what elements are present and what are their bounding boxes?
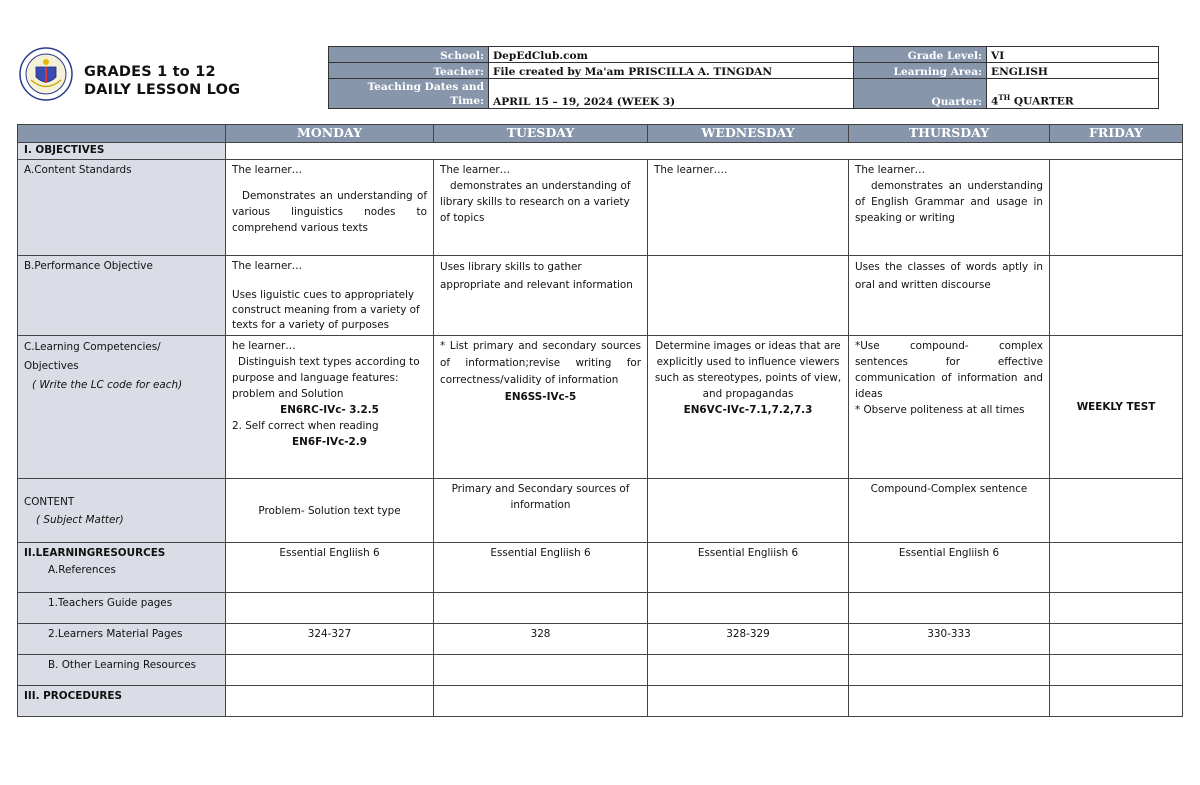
lesson-log-table [17, 124, 1183, 717]
content-friday [1050, 479, 1183, 543]
tg-wednesday [648, 593, 849, 624]
cs-mon-text: Demonstrates an understanding of various linguistics nodes to comprehend various texts [232, 190, 427, 234]
performance-tuesday: Uses library skills to gather appropriate and relevant information [434, 256, 648, 336]
po-mon-text: Uses liguistic cues to appropriately construct meaning from a variety of texts for a variety of purposes [232, 289, 420, 331]
po-mon-learner: The learner… [232, 260, 303, 272]
learners-material-label: 2.Learners Material Pages [18, 624, 226, 655]
objectives-row [18, 143, 1183, 160]
grade-level-label: Grade Level: [854, 47, 987, 63]
quarter-word: QUARTER [1013, 96, 1074, 108]
lc-mon-code-2: EN6F-IVc-2.9 [292, 436, 367, 448]
lc-tue-text: * List primary and secondary sources of information;revise writing for correctness/validity of information [440, 340, 641, 386]
tg-tuesday [434, 593, 648, 624]
proc-wednesday [648, 686, 849, 717]
other-wednesday [648, 655, 849, 686]
performance-label: B.Performance Objective [18, 256, 226, 336]
tg-thursday [849, 593, 1050, 624]
day-header-thursday: THURSDAY [849, 125, 1050, 143]
resources-label-1: II.LEARNINGRESOURCES [24, 547, 166, 559]
teaching-dates-value: APRIL 15 – 19, 2024 (WEEK 3) [489, 79, 854, 109]
lm-monday: 324-327 [226, 624, 434, 655]
corner-header [18, 125, 226, 143]
other-tuesday [434, 655, 648, 686]
day-header-friday: FRIDAY [1050, 125, 1183, 143]
resources-thursday: Essential Engliish 6 [849, 543, 1050, 593]
lc-mon-code-1: EN6RC-IVc- 3.2.5 [280, 404, 379, 416]
content-label-1: CONTENT [24, 495, 75, 508]
tg-friday [1050, 593, 1183, 624]
proc-tuesday [434, 686, 648, 717]
lc-wed-code: EN6VC-IVc-7.1,7.2,7.3 [683, 404, 813, 416]
teaching-dates-label [329, 79, 489, 109]
teachers-guide-row [18, 593, 1183, 624]
lm-wednesday: 328-329 [648, 624, 849, 655]
resources-friday [1050, 543, 1183, 593]
content-standards-friday [1050, 160, 1183, 256]
deped-seal-logo [19, 47, 73, 101]
content-standards-tuesday [434, 160, 648, 256]
content-thursday: Compound-Complex sentence [849, 479, 1050, 543]
learners-material-row [18, 624, 1183, 655]
lc-thu-text: *Use compound- complex sentences for effective communication of information and ideas [855, 340, 1043, 400]
proc-friday [1050, 686, 1183, 717]
competencies-tuesday [434, 336, 648, 479]
content-row [18, 479, 1183, 543]
competencies-friday: WEEKLY TEST [1050, 336, 1183, 479]
competencies-monday [226, 336, 434, 479]
tg-monday [226, 593, 434, 624]
content-label [18, 479, 226, 543]
objectives-label: I. OBJECTIVES [18, 143, 226, 160]
performance-monday [226, 256, 434, 336]
lm-tuesday: 328 [434, 624, 648, 655]
other-resources-label: B. Other Learning Resources [18, 655, 226, 686]
title-line-1: GRADES 1 to 12 [84, 64, 216, 80]
lm-thursday: 330-333 [849, 624, 1050, 655]
competencies-wednesday [648, 336, 849, 479]
lc-mon-text: Distinguish text types according to purpose and language features: problem and Solution [232, 356, 420, 400]
quarter-label: Quarter: [854, 79, 987, 109]
cs-tue-learner: The learner… [440, 164, 511, 176]
performance-row [18, 256, 1183, 336]
lc-wed-text: Determine images or ideas that are explicitly used to influence viewers such as stereotypes, points of view, and propagandas [654, 340, 842, 400]
competencies-thursday [849, 336, 1050, 479]
teacher-label: Teacher: [329, 63, 489, 79]
other-resources-row [18, 655, 1183, 686]
teaching-dates-label-line-1: Teaching Dates and [367, 81, 484, 93]
content-standards-monday [226, 160, 434, 256]
cs-thu-text: demonstrates an understanding of English Grammar and usage in speaking or writing [855, 180, 1043, 224]
lc-mon-text-2: 2. Self correct when reading [232, 420, 379, 432]
lc-thu-text-2: * Observe politeness at all times [855, 404, 1025, 416]
teachers-guide-label: 1.Teachers Guide pages [18, 593, 226, 624]
other-friday [1050, 655, 1183, 686]
quarter-number: 4 [991, 96, 999, 108]
procedures-label: III. PROCEDURES [18, 686, 226, 717]
cs-tue-text: demonstrates an understanding of library skills to research on a variety of topics [440, 180, 631, 224]
document-title [84, 63, 240, 99]
header-info-table [328, 46, 1159, 109]
day-header-row [18, 125, 1183, 143]
quarter-value [987, 79, 1159, 109]
performance-wednesday [648, 256, 849, 336]
content-standards-thursday [849, 160, 1050, 256]
quarter-suffix: TH [998, 93, 1011, 103]
content-tuesday: Primary and Secondary sources of information [434, 479, 648, 543]
lc-mon-learner: he learner… [232, 340, 296, 352]
resources-monday: Essential Engliish 6 [226, 543, 434, 593]
other-thursday [849, 655, 1050, 686]
learning-area-label: Learning Area: [854, 63, 987, 79]
content-wednesday [648, 479, 849, 543]
cs-thu-learner: The learner… [855, 164, 926, 176]
lc-label-3: ( Write the LC code for each) [32, 379, 183, 391]
content-standards-wednesday [648, 160, 849, 256]
cs-mon-learner: The learner… [232, 164, 303, 176]
content-standards-label: A.Content Standards [18, 160, 226, 256]
teaching-dates-label-line-2: Time: [450, 95, 484, 107]
content-monday: Problem- Solution text type [226, 479, 434, 543]
resources-wednesday: Essential Engliish 6 [648, 543, 849, 593]
proc-monday [226, 686, 434, 717]
competencies-row [18, 336, 1183, 479]
objectives-span [226, 143, 1183, 160]
school-value: DepEdClub.com [489, 47, 854, 63]
lc-label-1: C.Learning Competencies/ [24, 341, 161, 353]
proc-thursday [849, 686, 1050, 717]
references-label: A.References [48, 564, 116, 576]
procedures-row [18, 686, 1183, 717]
lm-friday [1050, 624, 1183, 655]
resources-label [18, 543, 226, 593]
other-monday [226, 655, 434, 686]
day-header-tuesday: TUESDAY [434, 125, 648, 143]
content-standards-row [18, 160, 1183, 256]
learning-area-value: ENGLISH [987, 63, 1159, 79]
lc-tue-code: EN6SS-IVc-5 [504, 391, 577, 403]
grade-level-value: VI [987, 47, 1159, 63]
resources-tuesday: Essential Engliish 6 [434, 543, 648, 593]
cs-wed-learner: The learner…. [654, 164, 728, 176]
day-header-wednesday: WEDNESDAY [648, 125, 849, 143]
performance-friday [1050, 256, 1183, 336]
resources-row [18, 543, 1183, 593]
day-header-monday: MONDAY [226, 125, 434, 143]
content-label-2: ( Subject Matter) [36, 513, 124, 526]
competencies-label [18, 336, 226, 479]
title-line-2: DAILY LESSON LOG [84, 82, 241, 98]
school-label: School: [329, 47, 489, 63]
performance-thursday: Uses the classes of words aptly in oral and written discourse [849, 256, 1050, 336]
lc-label-2: Objectives [24, 360, 79, 372]
teacher-value: File created by Ma'am PRISCILLA A. TINGDAN [489, 63, 854, 79]
